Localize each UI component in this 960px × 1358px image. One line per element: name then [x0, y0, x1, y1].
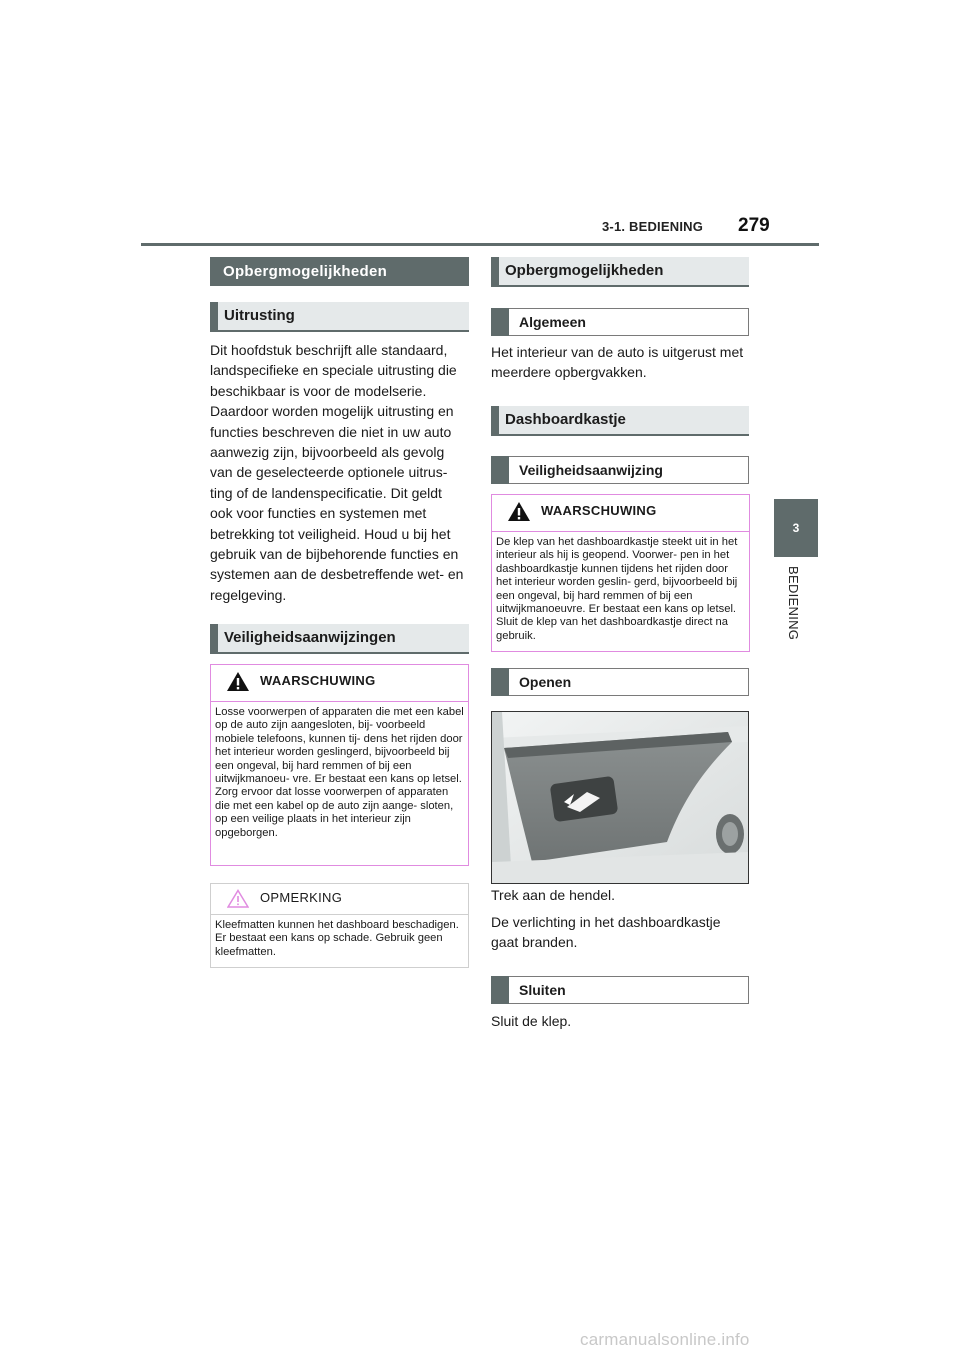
- heading-safety-right: [491, 456, 749, 484]
- warning-text: De klep van het dashboardkastje steekt uit in het interieur als hij is geopend. Voorwer- pen in het dashboardkastje kunnen tijdens het rijden door het interieur worden geslin- gerd, bijvoorbeeld bij een ongeval, bij hard remmen of bij een uitwijkmanoeuvre. Er bestaat een kans op letsel. Sluit de klep van het dashboardkastje direct na gebruik.: [496, 536, 738, 642]
- warning-triangle-icon: [507, 501, 531, 522]
- close-step-text: Sluit de klep.: [491, 1013, 572, 1029]
- subheading-bar: [491, 406, 499, 434]
- subheading-bar: [210, 624, 218, 652]
- heading-box-bar: [491, 308, 509, 336]
- warning-box-left: [210, 664, 469, 866]
- note-box: [210, 883, 469, 968]
- heading-close-text: Sluiten: [519, 982, 566, 998]
- open-step-text: Trek aan de hendel.: [491, 887, 616, 903]
- heading-open: [491, 668, 749, 696]
- heading-box-bar: [491, 668, 509, 696]
- main-heading-right: [491, 257, 749, 287]
- general-paragraph: Het interieur van de auto is uitgerust met meerdere opbergvakken.: [491, 344, 744, 381]
- subheading-bar: [491, 257, 499, 285]
- main-heading-left-text: Opbergmogelijkheden: [223, 263, 388, 280]
- heading-general-text: Algemeen: [519, 314, 586, 330]
- warning-text: Losse voorwerpen of apparaten die met een kabel op de auto zijn aangesloten, bij- voorbeeld mobiele telefoons, kunnen tij- dens het rijden door het interieur worden geslingerd, bijvoorbeeld bij een ongeval, bij hard remmen of bij een uitwijkmanoeu- vre. Er bestaat een kans op letsel. Zorg ervoor dat losse voorwerpen of apparaten die met een kabel op de auto zijn aange- sloten, op een veilige plaats in het interieur zijn opgeborgen.: [215, 706, 464, 839]
- heading-general: [491, 308, 749, 336]
- subheading-safety-text: Veiligheidsaanwijzingen: [224, 629, 396, 646]
- section-title: 3-1. BEDIENING: [602, 219, 704, 234]
- main-heading-left: [210, 257, 469, 286]
- subheading-safety: [210, 624, 469, 654]
- warning-header: [211, 665, 468, 702]
- subheading-equipment: [210, 302, 469, 332]
- heading-box-bar: [491, 456, 509, 484]
- main-heading-right-text: Opbergmogelijkheden: [505, 262, 664, 279]
- heading-glovebox: [491, 406, 749, 436]
- watermark: carmanualsonline.info: [580, 1330, 750, 1349]
- warning-box-right: [491, 494, 750, 652]
- glovebox-photo: [491, 711, 749, 884]
- subheading-bar: [210, 302, 218, 330]
- heading-close: [491, 976, 749, 1004]
- heading-glovebox-text: Dashboardkastje: [505, 411, 626, 428]
- note-text: Kleefmatten kunnen het dashboard beschadigen. Er bestaat een kans op schade. Gebruik geen kleefmatten.: [215, 919, 459, 958]
- equipment-paragraph: Dit hoofdstuk beschrijft alle standaard, landspecifieke en speciale uitrusting die beschikbaar is voor de modelserie. Daardoor worden mogelijk uitrusting en functies beschreven die niet in uw auto aanwezig zijn, bijvoorbeeld als gevolg van de geselecteerde optionele uitrus- ting of de landenspecificatie. Dit geldt ook voor functies en systemen met betrekking tot veiligheid. Houd u bij het gebruik van de bijbehorende functies en systemen aan de desbetreffende wet- en regelgeving.: [210, 342, 464, 603]
- warning-label: WAARSCHUWING: [260, 673, 376, 688]
- heading-box-bar: [491, 976, 509, 1004]
- note-label: OPMERKING: [260, 890, 343, 905]
- chapter-tab: [774, 499, 818, 557]
- chapter-label: BEDIENING: [786, 566, 801, 641]
- heading-open-text: Openen: [519, 674, 572, 690]
- open-result-text: De verlichting in het dashboardkastje gaat branden.: [491, 914, 721, 951]
- warning-label: WAARSCHUWING: [541, 503, 657, 518]
- subheading-equipment-text: Uitrusting: [224, 307, 295, 324]
- chapter-number: 3: [792, 521, 800, 535]
- warning-triangle-icon: [226, 671, 250, 692]
- heading-safety-right-text: Veiligheidsaanwijzing: [519, 462, 663, 478]
- note-header: [211, 884, 468, 915]
- warning-header: [492, 495, 749, 532]
- note-triangle-icon: [227, 889, 249, 908]
- page-number: 279: [738, 215, 770, 236]
- glovebox-illustration: [492, 712, 748, 883]
- header-divider: [141, 243, 819, 246]
